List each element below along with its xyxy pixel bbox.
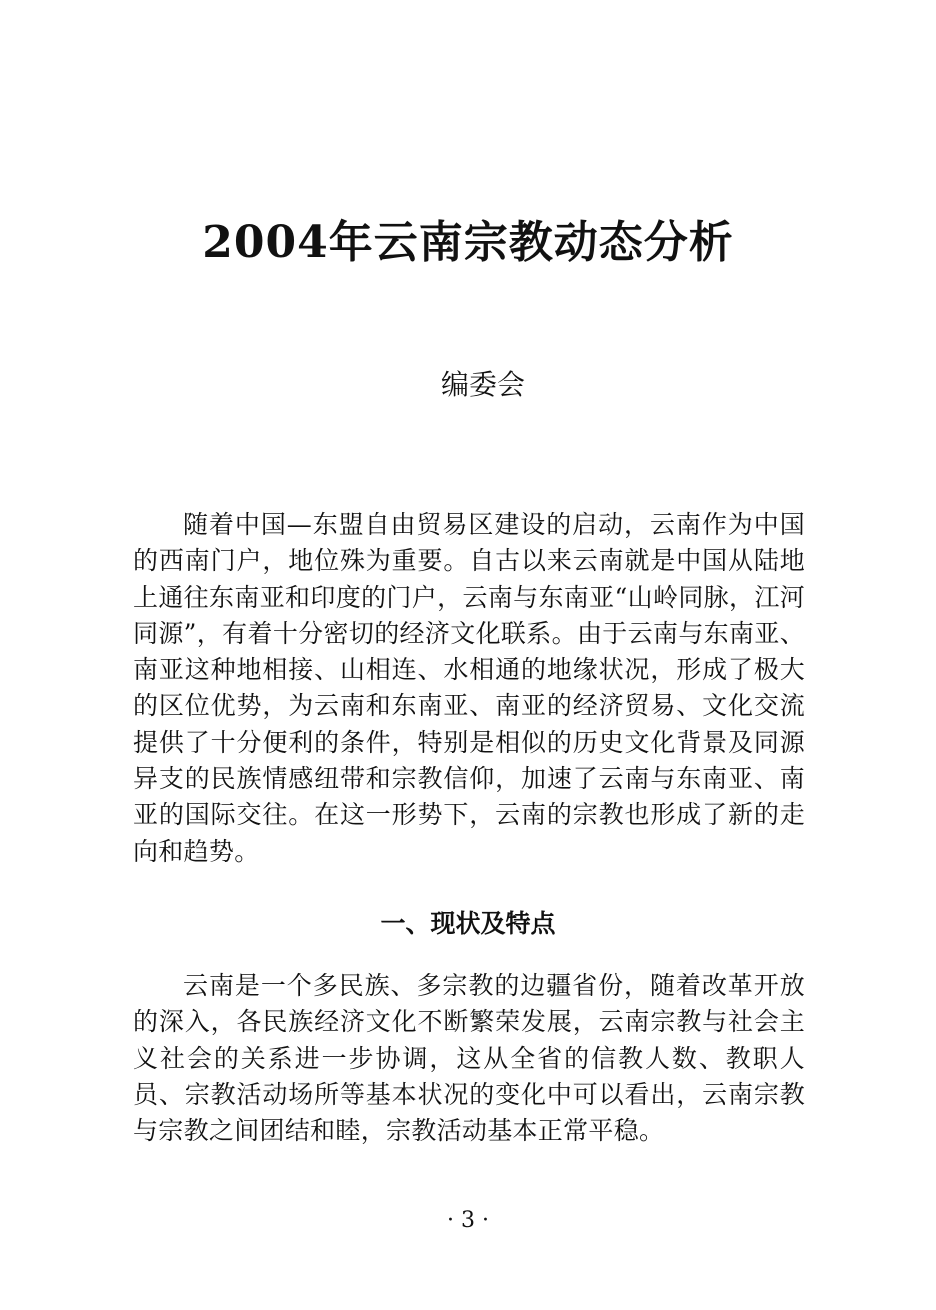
section-heading: 一、现状及特点	[380, 909, 556, 938]
author-byline: 编委会	[440, 368, 525, 401]
intro-paragraph: 随着中国—东盟自由贸易区建设的启动，云南作为中国的西南门户，地位殊为重要。自古以来云南就是中国从陆地上通往东南亚和印度的门户，云南与东南亚“山岭同脉，江河同源”，有着十分密切的经济文化联系。由于云南与东南亚、南亚这种地相接、山相连、水相通的地缘状况，形成了极大的区位优势，为云南和东南亚、南亚的经济贸易、文化交流提供了十分便利的条件，特别是相似的历史文化背景及同源异支的民族情感纽带和宗教信仰，加速了云南与东南亚、南亚的国际交往。在这一形势下，云南的宗教也形成了新的走向和趋势。	[133, 510, 805, 866]
section-paragraph: 云南是一个多民族、多宗教的边疆省份，随着改革开放的深入，各民族经济文化不断繁荣发展，云南宗教与社会主义社会的关系进一步协调，这从全省的信教人数、教职人员、宗教活动场所等基本状况的变化中可以看出，云南宗教与宗教之间团结和睦，宗教活动基本正常平稳。	[133, 971, 805, 1146]
document-title: 2004年云南宗教动态分析	[202, 217, 734, 268]
page-number: · 3 ·	[447, 1208, 489, 1233]
